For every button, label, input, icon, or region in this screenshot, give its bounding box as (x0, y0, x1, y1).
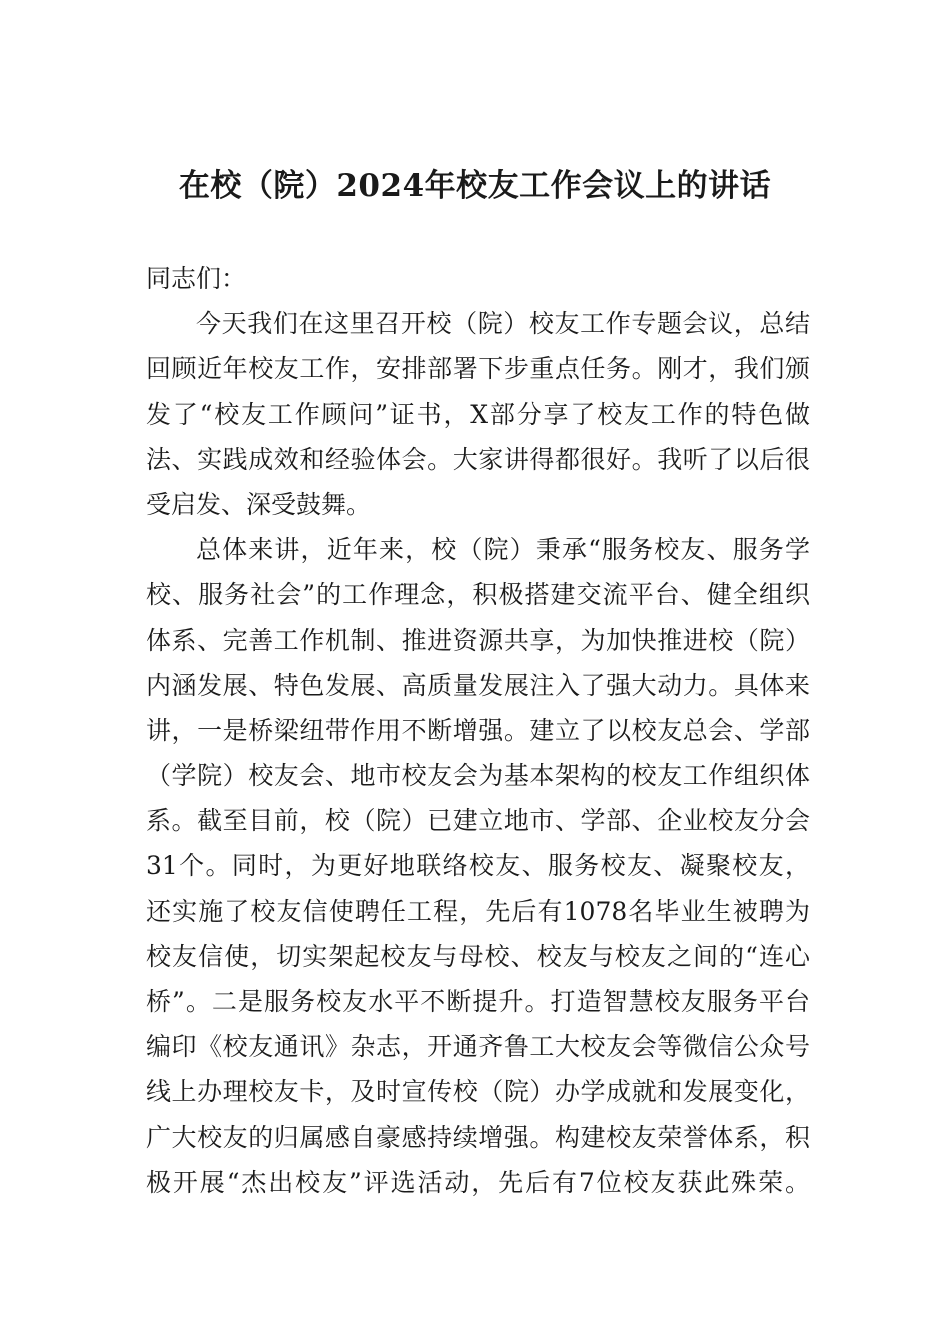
paragraph-1-line-4: 法、实践成效和经验体会。大家讲得都很好。我听了以后很 (146, 444, 810, 474)
paragraph-2-line-4: 内涵发展、特色发展、高质量发展注入了强大动力。具体来 (146, 670, 810, 700)
paragraph-1-line-2: 回顾近年校友工作，安排部署下步重点任务。刚才，我们颁 (146, 354, 810, 384)
paragraph-2-line-2: 校、服务社会”的工作理念，积极搭建交流平台、健全组织 (146, 580, 810, 610)
document-title: 在校（院）2024年校友工作会议上的讲话 (178, 168, 772, 204)
document-body (146, 256, 810, 1205)
salutation: 同志们： (146, 264, 247, 293)
paragraph-2-line-11: 桥”。二是服务校友水平不断提升。打造智慧校友服务平台 (146, 987, 810, 1016)
paragraph-2-line-1: 总体来讲，近年来，校（院）秉承“服务校友、服务学 (196, 535, 810, 565)
paragraph-1-line-5: 受启发、深受鼓舞。 (146, 489, 372, 519)
paragraph-2-line-12: 编印《校友通讯》杂志，开通齐鲁工大校友会等微信公众号 (146, 1032, 810, 1062)
paragraph-2-line-7: 系。截至目前，校（院）已建立地市、学部、企业校友分会 (146, 806, 810, 836)
paragraph-2-line-8: 31个。同时，为更好地联络校友、服务校友、凝聚校友， (146, 851, 810, 881)
paragraph-2-line-10: 校友信使，切实架起校友与母校、校友与校友之间的“连心 (146, 941, 810, 971)
paragraph-2-line-13: 线上办理校友卡，及时宣传校（院）办学成就和发展变化， (146, 1077, 810, 1107)
paragraph-2-line-15: 极开展“杰出校友”评选活动，先后有7位校友获此殊荣。 (146, 1167, 810, 1197)
paragraph-1-line-3: 发了“校友工作顾问”证书，X部分享了校友工作的特色做 (146, 399, 810, 429)
paragraph-2-line-3: 体系、完善工作机制、推进资源共享，为加快推进校（院） (146, 625, 810, 655)
paragraph-1-line-1: 今天我们在这里召开校（院）校友工作专题会议，总结 (196, 309, 810, 339)
paragraph-2-line-5: 讲，一是桥梁纽带作用不断增强。建立了以校友总会、学部 (146, 715, 810, 745)
paragraph-2-line-9: 还实施了校友信使聘任工程，先后有1078名毕业生被聘为 (146, 896, 810, 926)
paragraph-2-line-14: 广大校友的归属感自豪感持续增强。构建校友荣誉体系，积 (146, 1122, 810, 1152)
paragraph-2-line-6: （学院）校友会、地市校友会为基本架构的校友工作组织体 (146, 761, 810, 791)
